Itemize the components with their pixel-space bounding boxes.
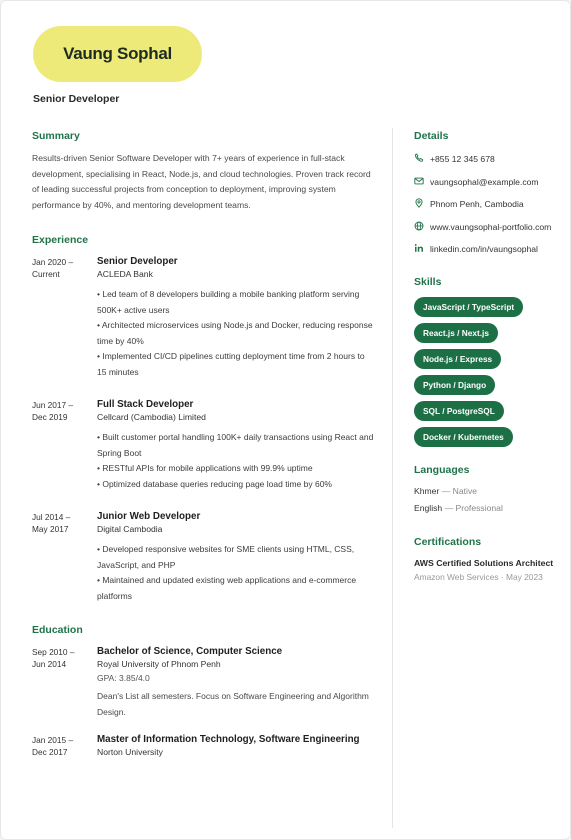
degree-title: Master of Information Technology, Software Engineering (97, 734, 360, 745)
languages-heading: Languages (414, 463, 470, 476)
contact-website (414, 220, 559, 235)
date-start: Jul 2014 – (32, 512, 71, 522)
details-section (414, 130, 559, 257)
company-name: Digital Cambodia (97, 524, 163, 534)
linkedin-link[interactable]: linkedin.com/in/vaungsophal (430, 244, 538, 254)
mail-icon (414, 175, 430, 190)
education-dates (32, 733, 97, 759)
date-end: Current (32, 269, 60, 279)
linkedin-icon (414, 242, 430, 257)
contact-email (414, 175, 559, 190)
experience-bullet: • RESTful APIs for mobile applications with 99.9% uptime (97, 463, 313, 473)
website-link[interactable]: www.vaungsophal-portfolio.com (430, 221, 552, 232)
company-name: ACLEDA Bank (97, 269, 153, 279)
certifications-heading: Certifications (414, 535, 482, 548)
name-badge (33, 26, 202, 82)
globe-icon (414, 220, 430, 235)
skill-tag: Python / Django (414, 375, 495, 395)
experience-dates (32, 255, 97, 380)
details-heading: Details (414, 130, 449, 142)
education-item (32, 645, 374, 720)
summary-heading: Summary (32, 130, 80, 142)
education-description: Dean's List all semesters. Focus on Software Engineering and Algorithm Design. (97, 691, 369, 717)
education-item (32, 733, 374, 759)
date-start: Sep 2010 – (32, 647, 75, 657)
date-end: Dec 2017 (32, 747, 68, 757)
date-start: Jan 2015 – (32, 735, 74, 745)
column-divider (392, 128, 393, 828)
main-column (32, 130, 374, 759)
skill-tag: JavaScript / TypeScript (414, 297, 523, 317)
experience-heading: Experience (32, 234, 89, 246)
languages-section (414, 464, 559, 517)
contact-linkedin (414, 242, 559, 257)
date-end: Dec 2019 (32, 412, 68, 422)
education-section (32, 624, 374, 759)
experience-bullet: • Built customer portal handling 100K+ daily transactions using React and Spring Boot (97, 432, 374, 458)
certification-issuer-date: Amazon Web Services · May 2023 (414, 572, 543, 582)
phone-icon (414, 152, 430, 167)
school-name: Norton University (97, 747, 163, 757)
contact-phone (414, 152, 559, 167)
education-heading: Education (32, 624, 83, 636)
experience-item (32, 510, 374, 604)
location-text: Phnom Penh, Cambodia (430, 199, 524, 209)
experience-section (32, 234, 374, 604)
language-item (414, 483, 559, 500)
full-name: Vaung Sophal (63, 44, 172, 63)
language-item (414, 500, 559, 517)
job-title: Senior Developer (97, 256, 178, 267)
location-pin-icon (414, 197, 430, 212)
language-name: Khmer (414, 485, 440, 496)
experience-item (32, 398, 374, 492)
experience-item (32, 255, 374, 380)
language-level: — Native (441, 485, 478, 496)
gpa: GPA: 3.85/4.0 (97, 673, 150, 683)
date-end: Jun 2014 (32, 659, 67, 669)
date-start: Jan 2020 – (32, 257, 74, 267)
experience-bullet: • Optimized database queries reducing page load time by 60% (97, 478, 332, 489)
experience-bullet: • Architected microservices using Node.js and Docker, reducing response time by 40% (97, 320, 373, 346)
skill-tag: Node.js / Express (414, 349, 501, 369)
experience-bullet: • Implemented CI/CD pipelines cutting deployment time from 2 hours to 15 minutes (97, 351, 365, 377)
experience-dates (32, 510, 97, 604)
language-level: — Professional (444, 502, 503, 513)
summary-text: Results-driven Senior Software Developer with 7+ years of experience in full-stack development, specialising in React, Node.js, and cloud technologies. Proven track record of leading successful projects from conception to deployment, improving system performance by 40%, and mentoring development teams. (32, 153, 371, 210)
job-role: Senior Developer (33, 93, 120, 105)
date-start: Jun 2017 – (32, 400, 74, 410)
experience-dates (32, 398, 97, 492)
phone-text[interactable]: +855 12 345 678 (430, 154, 495, 164)
contact-location (414, 197, 559, 212)
language-name: English (414, 502, 443, 513)
date-end: May 2017 (32, 524, 69, 534)
summary-section (32, 130, 374, 213)
sidebar-column (414, 130, 559, 584)
skills-heading: Skills (414, 275, 442, 288)
education-dates (32, 645, 97, 720)
email-text[interactable]: vaungsophal@example.com (430, 176, 539, 187)
degree-title: Bachelor of Science, Computer Science (97, 646, 283, 657)
school-name: Royal University of Phnom Penh (97, 659, 221, 669)
certifications-section (414, 536, 559, 585)
experience-bullet: • Developed responsive websites for SME clients using HTML, CSS, JavaScript, and PHP (97, 544, 355, 570)
certification-name: AWS Certified Solutions Architect (414, 557, 554, 568)
company-name: Cellcard (Cambodia) Limited (97, 412, 206, 422)
job-title: Full Stack Developer (97, 399, 194, 410)
experience-bullet: • Led team of 8 developers building a mobile banking platform serving 500K+ active users (97, 289, 360, 315)
job-title: Junior Web Developer (97, 511, 201, 522)
skills-section (414, 276, 559, 447)
experience-bullet: • Maintained and updated existing web applications and e-commerce platforms (97, 575, 357, 601)
skill-tag: React.js / Next.js (414, 323, 498, 343)
skill-tag: Docker / Kubernetes (414, 427, 513, 447)
skill-tag: SQL / PostgreSQL (414, 401, 504, 421)
